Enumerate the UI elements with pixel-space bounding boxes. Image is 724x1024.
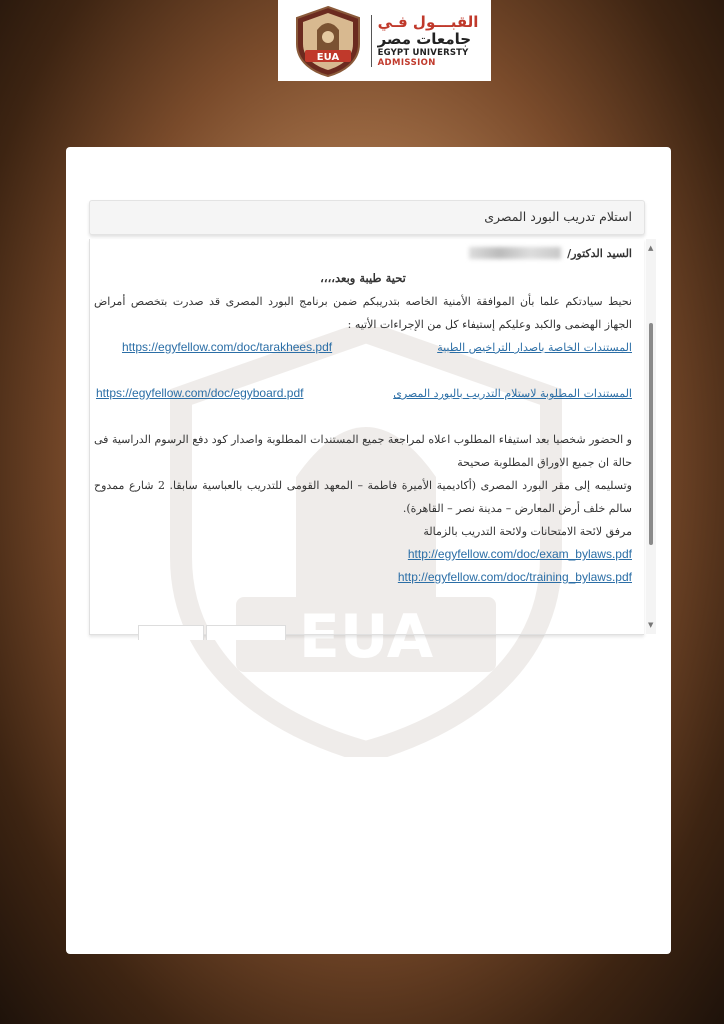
svg-text:EUA: EUA [316,51,339,63]
logo-arabic-line1: القبـــول فـي [377,12,479,31]
scroll-up-arrow-icon[interactable]: ▲ [648,244,654,252]
exam-bylaws-link[interactable]: http://egyfellow.com/doc/exam_bylaws.pdf [407,547,632,561]
intro-paragraph: نحيط سيادتكم علما بأن الموافقة الأمنية الخاصه بتدريبكم ضمن برنامج البورد المصرى قد صدرت بتخصص أمراض الجهاز الهضمى والكبد وعليكم إستيفاء كل من الإجراءات الأتيه : [94,295,632,331]
logo-divider [371,15,372,67]
doc1-label-link[interactable]: المستندات الخاصة باصدار التراخيص الطبية [437,341,632,354]
salutation-row [94,239,632,267]
logo-arabic-line2: جامعات مصر [377,29,472,48]
deliver-paragraph: وتسليمه إلى مقر البورد المصرى (أكاديمية الأميرة فاطمة – المعهد القومى للتدريب بالعباسية سابقا. 2 شارع ممدوح سالم خلف أرض المعارض – مدينة نصر – القاهرة). [94,479,632,515]
attachments-note: مرفق لائحة الامتحانات ولائحة التدريب بالزمالة [423,525,632,538]
logo-wordmark [378,14,479,68]
doc2-row [94,382,632,405]
vertical-scrollbar[interactable] [646,239,656,634]
doc2-url-link[interactable]: https://egyfellow.com/doc/egyboard.pdf [96,386,304,400]
logo-english-line1: EGYPT UNIVERSTY [377,47,469,58]
footer-tab-stub [206,625,286,640]
doc1-url-link[interactable]: https://egyfellow.com/doc/tarakhees.pdf [122,340,333,354]
letter-scroll-area[interactable] [89,239,644,635]
attend-paragraph: و الحضور شخصيا بعد استيفاء المطلوب اعلاه لمراجعة جميع المستندات المطلوبة واصدار كود دفع الرسوم الدراسية فى حالة ان جميع الاوراق المطلوبة صحيحة [94,433,632,469]
scroll-down-arrow-icon[interactable]: ▼ [648,621,654,629]
doc1-row [94,336,632,359]
footer-tab-stub [138,625,204,640]
site-logo[interactable] [278,0,491,81]
doc2-label-link[interactable]: المستندات المطلوبة لاستلام التدريب بالبورد المصرى [393,387,632,400]
redacted-name [469,247,561,259]
greeting: تحية طيبة وبعد،،،، [320,271,406,285]
letter-content [94,239,632,589]
logo-english-line2: ADMISSION [377,57,436,68]
panel-title: استلام تدريب البورد المصرى [484,209,632,224]
panel-header [89,200,645,235]
training-bylaws-link[interactable]: http://egyfellow.com/doc/training_bylaws.pdf [397,570,632,584]
svg-text:EUA: EUA [298,602,434,672]
salutation: السيد الدكتور/ [567,246,632,260]
letter-page [66,147,671,954]
scroll-thumb[interactable] [649,323,653,545]
sphinx-emblem-icon [291,4,365,78]
